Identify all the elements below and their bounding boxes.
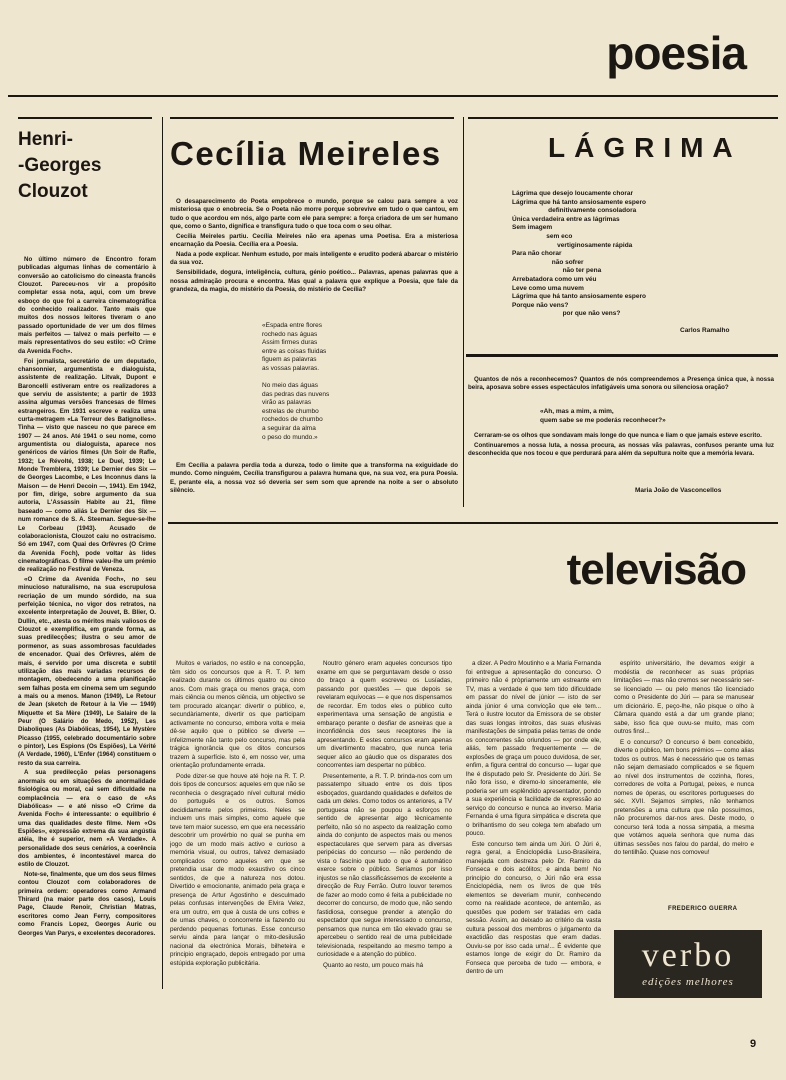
vasconcellos-article: Quantos de nós a reconhecemos? Quantos de nós compreendemos a Presença única que, à nossa beira, aposava sobre esses espectáculos infatigáveis uma sonora ou silenciosa oração?: [468, 376, 774, 392]
lagrima-author: Carlos Ramalho: [680, 327, 730, 334]
top-rule: [8, 95, 778, 97]
meireles-top-rule: [170, 117, 454, 119]
vasconcellos-quote: «Ah, mas a mim, a mim, quem sabe se me poderás reconhecer?»: [540, 408, 666, 424]
tv-column-3: a dizer. A Pedro Moutinho e a Maria Fernanda foi entregue a apresentação do concurso. O primeiro não é pròpriamente um estreante em TV, mas a verdade é que tem tido dificuldade em passar do nível de júnior — isto de ser ainda júnior é uma convicção que ele tem... Terá o ilustre locutor da Emissora de se obster das suas longas introitos, das suas efusivas manifestações de simpatia pelas terras de onde os concorrentes são oriundos — por onde ele, aliás, tem passado frequentemente — de explosões de graça um pouco duvidosa, de ser, enfim, a figura central do concurso — lugar que lhe é disputado pelo Sr. Presidente do Júri. Se não fora isso, e diremo-lo sinceramente, ele poderia ser um esplêndido apresentador, pondo a sua experiência e facilidade de expressão ao serviço do concurso e nunca ao inverso. Maria Fernanda é uma figura simpática e discreta que o brilhantismo do seu colega tem abafado um pouco. Este concurso tem ainda um Júri. O Júri é, regra geral, a Enciclopédia Luso-Brasileira, manejada com destreza pelo Dr. Ramiro da Fonseca e dois acólitos; e ainda bem! No princípio do concurso, o Júri não era essa Enciclopédia, nem os livros de que três elementos se deveriam munir, conhecendo como na realidade acontece, de antemão, as questões que podem ser tratadas em cada sessão. Assim, ao deixado ao critério da vasta cultura pessoal dos membros o julgamento da exactidão das respostas que eram dadas. Ouviu-se por isso cada uma!... É evidente que estamos longe de exigir do Dr. Ramiro da Fonseca que perceba de tudo — embora, e dentro de um: [466, 660, 601, 975]
clouzot-paragraph: «O Crime da Avenida Foch», no seu minucioso naturalismo, na sua escrupulosa recriação de um mundo sórdido, na sua perfeição técnica, no vigor dos retratos, na excelente interpretação de Jouvet, B. Blier, O. Dullin, etc., atesta os méritos mais valiosos de Clouzot e exemplifica, em grande forma, as suas predilecções; ilustra o seu amor de pormenor, as suas assombrosas faculdades de encenador. Quai des Orfèvres, além de mais, é servido por uma discreta e subtil utilização das mais variadas recursos de montagem, obedecendo a uma planificação sem falhas posta em cinema sem um segundo a mais ou a menos. Manon (1949), Le Retour de Jean (sketch de Retour à la Vie — 1949) Miquette et Sa Mère (1949), Le Salaire de la Peur (O Salário do Medo, 1952), Les Diaboliques (As Diabólicas, 1954), Le Mystère Picasso (1955, celebrado documentário sobre o pintor), Les Espions (Os Espiões), La Vérité (A Verdade, 1960), L'Enfer (1964) constituem o resto da sua carreira.: [18, 576, 156, 767]
tv-author: FREDERICO GUERRA: [668, 906, 738, 912]
clouzot-article: [18, 256, 156, 978]
poetry-divider: [463, 117, 464, 507]
section-title-televisao: televisão: [566, 545, 746, 594]
clouzot-paragraph: No último número de Encontro foram publicadas algumas linhas de comentário à conversão ao catolicismo do cineasta francês Clouzot. Pareceu-nos vir a propósito completar essa nota, aqui, com um breve esboço do que foi a carreira cinematográfica do conhecido realizador. Tanto mais que muitos dos nossos leitores tiveram o ano passado oportunidade de ver um dos filmes mais perfeitos — talvez o mais perfeito — e mais representativos do seu estilo: «O Crime da Avenida Foch».: [18, 256, 156, 355]
clouzot-paragraph: Note-se, finalmente, que um dos seus filmes contou Clouzot com colaboradores de primeira ordem: operadores como Armand Thirard (na maior parte dos casos), Louis Page, Claude Renoir, Christian Matras, escritores como Jean Ferry, compositores como Francis Lopez, Georges Auric ou Georges Van Parys, e excelentes decoradores.: [18, 871, 156, 937]
page-number: 9: [750, 1038, 757, 1050]
vasconcellos-author: Maria João de Vasconcellos: [635, 487, 722, 494]
verbo-advertisement: [614, 930, 762, 998]
clouzot-top-rule: [18, 117, 152, 119]
vasconcellos-article-2: Cerraram-se os olhos que sondavam mais longe do que nunca e liam o que jamais esteve escrito. Continuaremos a nossa luta, a nossa procura, as nossas vãs palavras, confusos perante uma luz desconhecida que nos tocou e que perdurará para além da sepultura noite que a memória levara.: [468, 432, 774, 458]
meireles-quote-1: «Espada entre flores rochedo nas águas Assim firmes duras entre as coisas fluidas figuem as palavras as vossas palavras.: [262, 322, 327, 372]
column-divider: [162, 117, 163, 989]
clouzot-paragraph: A sua predilecção pelas personagens anormais ou em situações de anormalidade fisiológica ou moral, cai sem dificuldade na complacência — era o caso de «As Diabólicas» — e até nisso «O Crime da Avenida Foch» é interessante: o equilíbrio é uma das qualidades deste filme. Nem «Os Espiões», expressão extrema da sua angústia atéia, lhe é superior, nem «A Verdade». A personalidade dos seus cenários, a coerência dos ambientes, é incontestável marca do estilo de Clouzot.: [18, 769, 156, 869]
meireles-closing: Em Cecília a palavra perdia toda a dureza, todo o limite que a transforma na exiguidade do mundo. Como ninguém, Cecília transfigurou a palavra humana que, na sua voz, era pura Poesia. E, perante ela, a nossa voz só deveria ser sem som que aprende na noite a ser o absoluto silêncio.: [170, 462, 458, 495]
clouzot-title: Henri- -Georges Clouzot: [18, 129, 102, 202]
middle-rule: [168, 522, 778, 524]
tv-column-4: espírito universitário, lhe devamos exigir a modéstia de reconhecer as suas próprias limitações — mas não cremos ser necessário ser-se licenciado — ou pelo menos tão licenciado como o Presidente do Júri — para se manusear um dicionário. E, peço-lhe, não pisque o olho à Câmara quando está a dar um grande plano; sabe, isso fica que ouvu-se muito, mas com outros finsl... E o concurso? O concurso é bem concebido, diverte o público, tem bons prémios — como alias todos os outros. Mas é necessário que os temas não sejam demasiado complicados e se fiquem ao nível dos instrumentos de cozinha, flores, corredores de volta a Portugal, peixes, e nunca nomes de óperas, ou escritores portugueses do séc. XVII. Sejamos simples, não tenhamos pretensões a uma cultura que não possuímos, não procuremos dar-nos ares. Deste modo, o concurso terá toda a nossa simpatia, a mesma que votámos aquela senhora que numa das últimas sessões nos falou do pardal, do melro e do tentilhão. Quase nos comoveu!: [614, 660, 754, 856]
meireles-intro: O desaparecimento do Poeta empobrece o mundo, porque se calou para sempre a voz misteriosa que o enobrecia. Se o Poeta não morre porque sobrevive em tudo o que cantou, em tudo o que acordou em nós, algo parte com ele para sempre: a força criadora de um ser humano que, como o Santo, dignifica e transfigura tudo o que toca com o seu olhar. Cecília Meireles partiu. Cecília Meireles não era apenas uma Poetisa. Era a misteriosa encarnação da Poesia. Cecília era a Poesia. Nada a pode explicar. Nenhum estudo, por mais inteligente e erudito poderá abarcar o mistério da sua voz. Sensibilidade, dogura, inteligência, cultura, génio poético... Palavras, apenas palavras que a nossa admiração procura e encontra. Mas qual a palavra que explique a Poesia, que fale da grandeza, da magia, do mistério da Poesia, do mistério de Cecília?: [170, 198, 458, 293]
verbo-tagline: edições melhores: [642, 976, 734, 988]
tv-column-2: Noutro género eram aqueles concursos tipo exame em que se perguntavam desde o osso do braço a quem escreveu os Lusíadas, passando por questões — que depois se revelaram equívocas — e que nos dispensamos de recordar. Em todos eles o público culto experimentava uma sensação de angústia e embaraço perante o desfiar de asneiras que a inconfidência dos seus receptores lhe ia apresentando. E estes concursos eram apenas um divertimento macabro, que nunca teria sequer alico ao gáudio que os disparates dos concorrentes iam despertar no público. Presentemente, a R. T. P. brinda-nos com um passatempo situado entre os dois tipos esboçados, guardando qualidades e defeitos de cada um deles. Como todos os anteriores, a TV portuguesa não se poupou a esforços no sentido de apresentar algo tècnicamente perfeito, não só no aspecto da realização como ainda do conjunto de aspectos mais ou menos espectaculares que servem para as diversas peripécias do concurso — não perdendo de vista o fascínio que tudo o que é automático exerce sobre o público. Seríamos por isso injustos se não classificássemos de excelente a direcção de Ruy Ferrão. Outro louvor teremos de fazer ao modo como é feita a publicidade no decorrer do concurso, de modo que, não sendo fastidiosa, consegue prender a atenção do espectador que segue interessado o concurso, pensamos que nunca em tão elevado grau se apercebeu o sentido real de uma publicidade televisionada, respeitando ao mesmo tempo a curiosidade e a atenção do público. Quanto ao resto, um pouco mais há: [317, 660, 452, 969]
lagrima-title: LÁGRIMA: [548, 132, 742, 163]
meireles-title: Cecília Meireles: [170, 135, 442, 172]
lagrima-bottom-rule: [466, 354, 778, 357]
section-title-poesia: poesia: [606, 27, 746, 79]
tv-column-1: Muitos e variados, no estilo e na concepção, têm sido os concursos que a R. T. P. tem realizado durante os últimos quatro ou cinco anos. Com mais graça ou menos graça, com mais ciência ou menos ciência, um objectivo se tem procurado alcançar: divertir o público, e, secundàriamente, divertir os que participam activamente no concurso, embora volta e meia dê-se aquilo que o público se diverte — infelizmente não tanto pelo concurso, mas pela trágica ignorância que os ditos concursos trazem à superfície. Isto é, em nosso ver, uma orientação profundamente errada. Pode dizer-se que houve até hoje na R. T. P. dois tipos de concursos: aqueles em que não se reconhecia o desgraçado nível cultural médio do português e os outros. Somos decididamente pelos primeiros. Neles se incluem uns mais simples, como aquele que teve tem maior sucesso, em que era necessário descobrir um provérbio no qual se punha em jogo de um modo mais activo e curioso a memória visual, ou outros, talvez demasiado complicados como aqueles em que se pretendia usar de modo exaustivo os cinco sentidos, de que a natureza nos dotou. Divertido e emocionante, animado pela graça e presença de Artur Agostinho e desculmado pelas confusas intervenções de Elvira Velez, era um outro, em que à custa de uns cofres e de umas chaves, o concorrente ia fazendo ou perdendo pequenas fortunas. Esse concurso serviu ainda para lançar o mito-desilusão nacional da electrónica Morais, bilheteira e principio engraçado, depois entregado por uma estúpida exploração publicitária.: [170, 660, 305, 967]
lagrima-top-rule: [468, 117, 778, 119]
clouzot-paragraph: Foi jornalista, secretário de um deputado, chansonnier, argumentista e dialoguista, assistente de realização. Litvak, Dupont e Baroncelli estiveram entre os realizadores a que serviu de assistente; a partir de 1933 assina algumas versões francesas de filmes estrangeiros. Em 1931 escreve e realiza uma curta-metragem «La Terreur des Batignolles». Tinha — visto que nasceu no que parece em 1907 — 24 anos. Até 1941 o seu nome, como argumentista ou dialoguista, aparece nos genéricos de vários filmes (Un Soir de Rafle, 1932; Le Révolté, 1938; Le Duel, 1939; Le Monde Tremblera, 1939; Le Dernier des Six — de Georges Lacombe, e Les Inconnus dans la Maison — de Henri Decoin —, 1941). Em 1942, por fim, dirige, sobre argumento da sua autoria, L'Assassin Habite au 21, filme baseado — como aliás Le Dernier des Six — num romance de S. A. Steeman. Segue-se-lhe Le Corbeau (1943). Acusado de colaboracionista, Clouzot caiu no ostracismo. Só em 1947, com Quai des Orfèvres (O Crime da Avenida Foch), pode voltar às lides cinematográficas. O filme valeu-lhe um prémio de realização no Festival de Veneza.: [18, 357, 156, 574]
meireles-quote-2: No meio das águas das pedras das nuvens virão as palavras estrelas de chumbo rochedos de chumbo a seguirar da alma o peso do mundo.»: [262, 382, 330, 441]
verbo-brand: verbo: [641, 937, 735, 974]
lagrima-poem: Lágrima que desejo loucamente chorar Lágrima que há tanto ansiosamente espero definitivamente consoladora Única verdadeira entre as lágrimas Sem imagem sem eco vertiginosamente rápida Para não chorar não sofrer não ter pena Arrebatadora como um véu Leve como uma nuvem Lágrima que há tanto ansiosamente espero Porque não vens? por que não vens?: [512, 190, 647, 318]
